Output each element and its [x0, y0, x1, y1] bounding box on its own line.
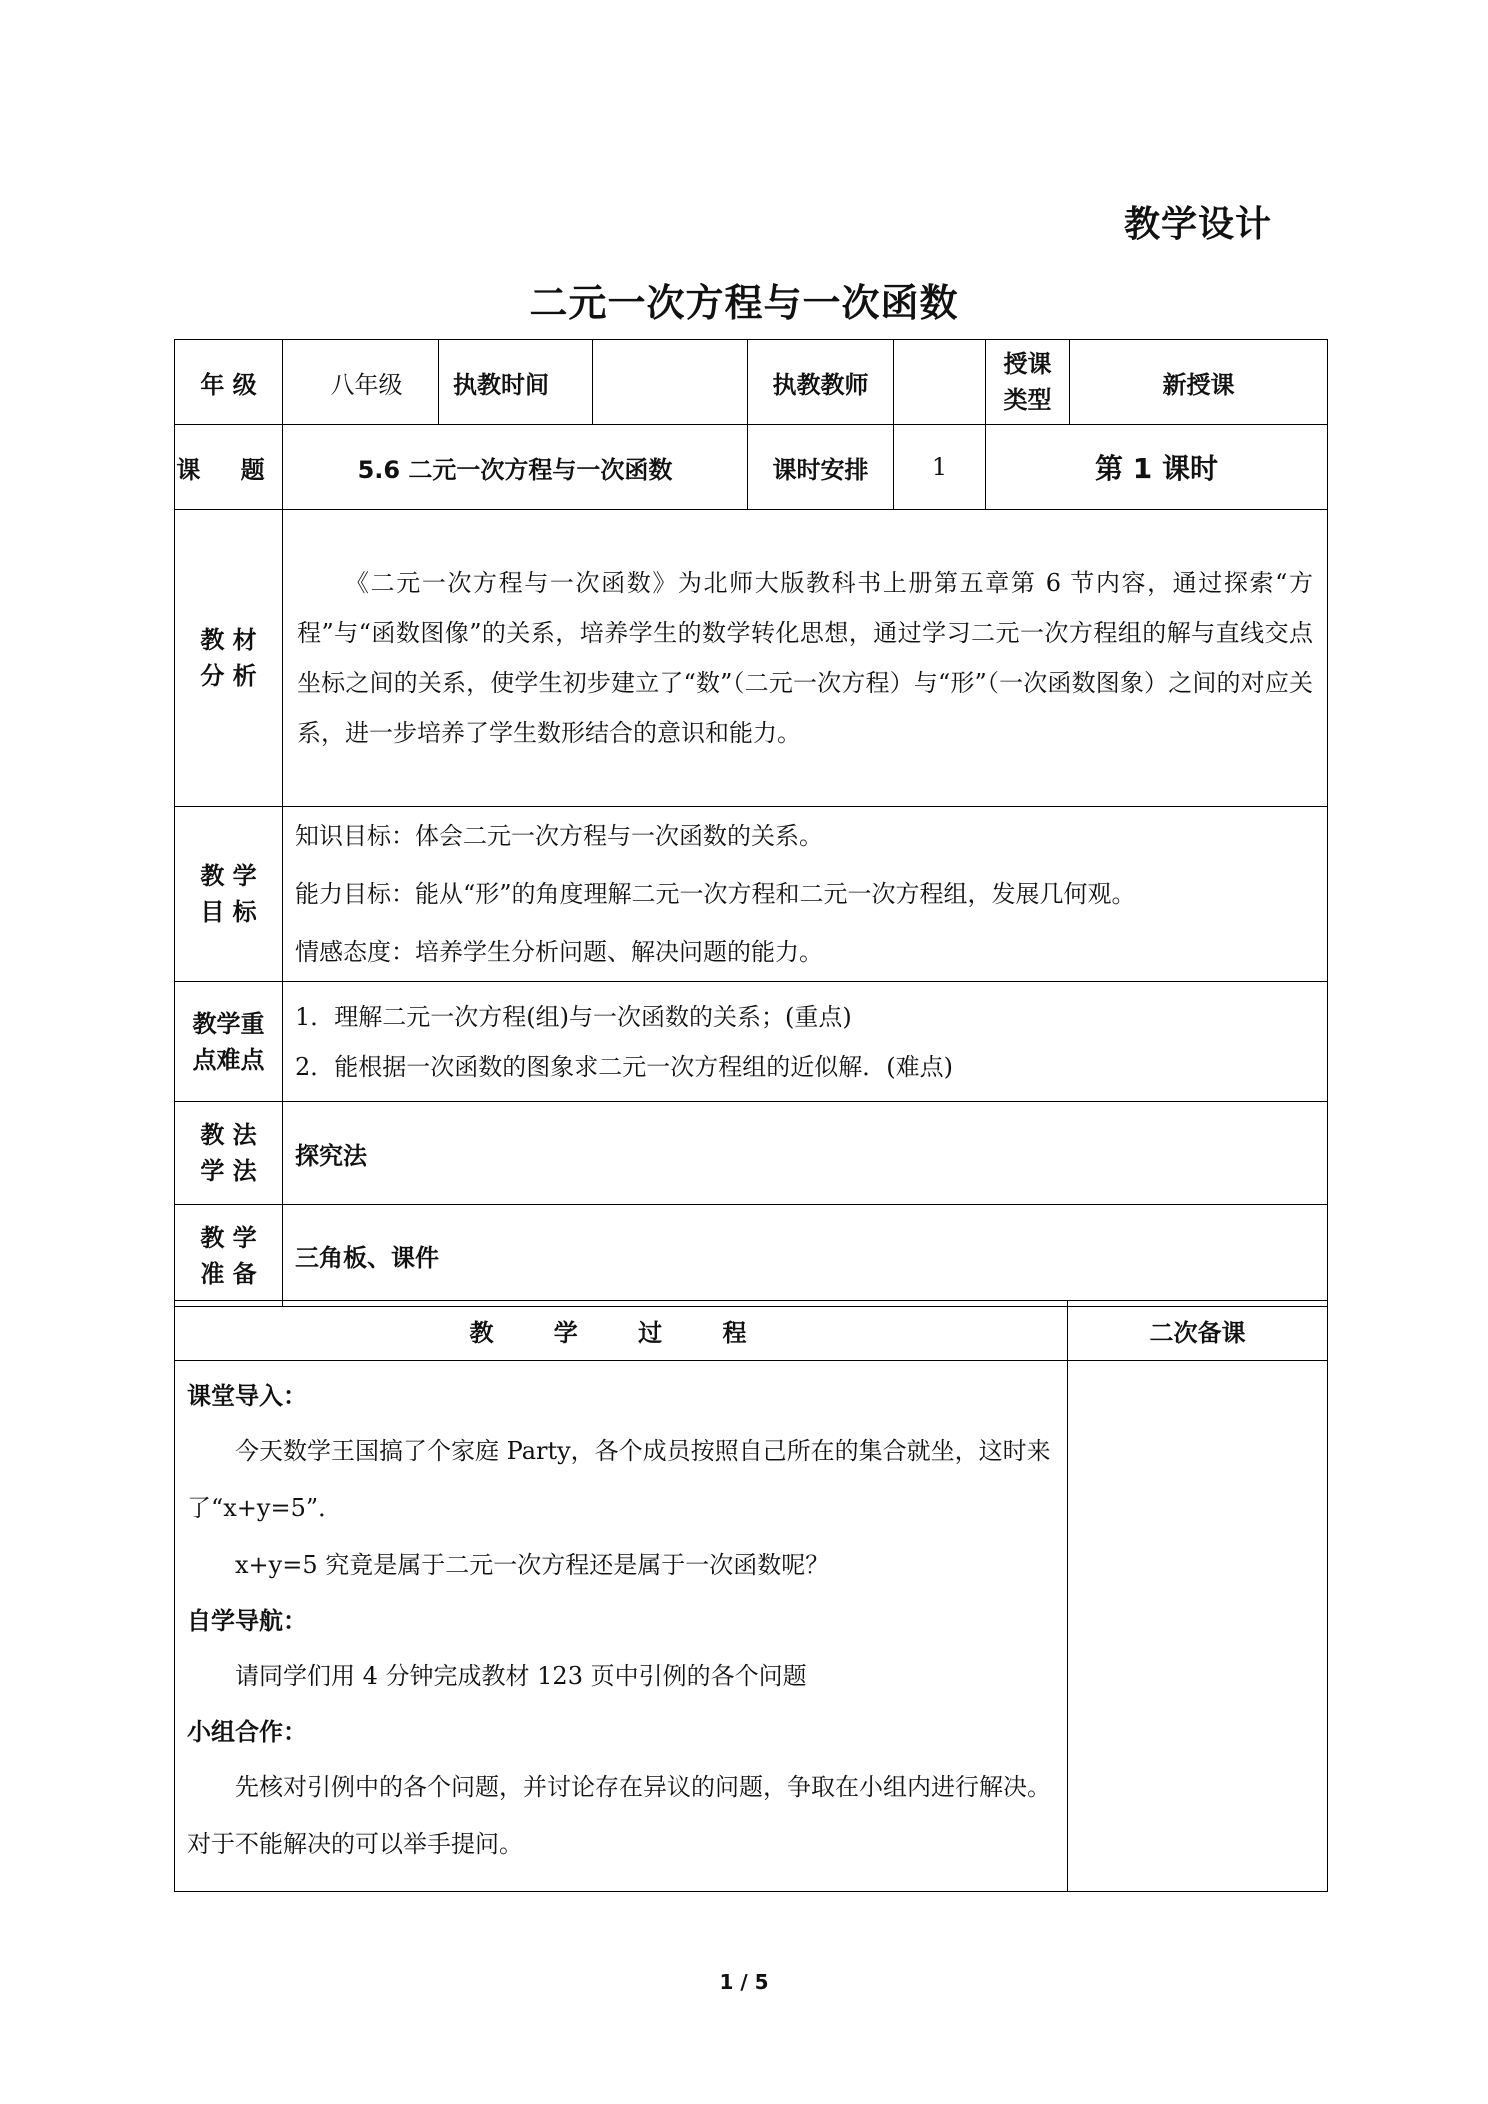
key-points-label-line2: 点难点: [192, 1045, 265, 1074]
intro-paragraph-2: x+y=5 究竟是属于二元一次方程还是属于一次函数呢？: [235, 1551, 830, 1579]
analysis-row: [175, 510, 1328, 807]
teacher-label: 执教教师: [748, 340, 894, 425]
schedule-label: 课时安排: [748, 425, 894, 510]
document-title: 二元一次方程与一次函数: [529, 281, 959, 325]
topic-value: 5.6 二元一次方程与一次函数: [283, 425, 748, 510]
side-notes-header: 二次备课: [1068, 1301, 1328, 1361]
analysis-label-line1: 教 材: [200, 626, 257, 654]
analysis-text-cell: [283, 510, 1328, 807]
methods-label: [175, 1102, 283, 1205]
process-content: [175, 1361, 1068, 1892]
goals-label-line2: 目 标: [200, 898, 257, 926]
process-body-row: [175, 1361, 1328, 1892]
grade-label: 年 级: [175, 340, 283, 425]
goal-ability: 能力目标：能从“形”的角度理解二元一次方程和二元一次方程组，发展几何观。: [295, 880, 1136, 908]
group-work-heading: 小组合作：: [187, 1718, 307, 1746]
preparation-label-line2: 准 备: [200, 1259, 257, 1288]
schedule-value: 1: [894, 425, 986, 510]
teacher-value: [894, 340, 986, 425]
period-value: 第 1 课时: [986, 425, 1328, 510]
key-points-label: [175, 982, 283, 1102]
goals-cell: [283, 807, 1328, 982]
analysis-text: 《二元一次方程与一次函数》为北师大版教科书上册第五章第 6 节内容，通过探索“方程”与“函数图像”的关系，培养学生的数学转化思想，通过学习二元一次方程组的解与直线交点坐标之间的关系，使学生初步建立了“数”（二元一次方程）与“形”（一次函数图象）之间的对应关系，进一步培养了学生数形结合的意识和能力。: [297, 569, 1313, 747]
lesson-type-label-line1: 授课: [1003, 350, 1052, 378]
methods-label-line2: 学 法: [200, 1157, 257, 1185]
key-point-2: 2．能根据一次函数的图象求二元一次方程组的近似解．(难点): [295, 1052, 953, 1081]
preparation-row: [175, 1205, 1328, 1307]
topic-label-text: 课 题: [176, 455, 281, 484]
group-work-paragraph: 先核对引例中的各个问题，并讨论存在异议的问题，争取在小组内进行解决。对于不能解决的可以举手提问。: [187, 1773, 1051, 1858]
lesson-type-label: [986, 340, 1070, 425]
side-notes-cell: [1068, 1361, 1328, 1892]
self-study-heading: 自学导航：: [187, 1607, 307, 1635]
info-row-1: [175, 340, 1328, 425]
lesson-type-label-line2: 类型: [1003, 386, 1052, 414]
preparation-value: 三角板、课件: [283, 1205, 1328, 1307]
process-header-text: 教 学 过 程: [469, 1319, 773, 1347]
preparation-label-line1: 教 学: [200, 1223, 257, 1252]
goal-attitude: 情感态度：培养学生分析问题、解决问题的能力。: [295, 938, 823, 966]
analysis-label-line2: 分 析: [200, 662, 257, 690]
key-points-row: [175, 982, 1328, 1102]
goals-label-line1: 教 学: [200, 862, 257, 890]
lesson-type-value: 新授课: [1070, 340, 1328, 425]
page-number: 1 / 5: [719, 1970, 769, 1994]
goals-label: [175, 807, 283, 982]
page-heading: 教学设计: [1123, 204, 1272, 245]
methods-row: [175, 1102, 1328, 1205]
self-study-paragraph: 请同学们用 4 分钟完成教材 123 页中引例的各个问题: [235, 1662, 807, 1690]
methods-value: 探究法: [283, 1102, 1328, 1205]
time-label: 执教时间: [439, 340, 593, 425]
intro-paragraph-1: 今天数学王国搞了个家庭 Party，各个成员按照自己所在的集合就坐，这时来了“x+y=5”．: [187, 1437, 1051, 1522]
process-header: [175, 1301, 1068, 1361]
key-point-1: 1．理解二元一次方程(组)与一次函数的关系；(重点): [295, 1002, 852, 1031]
goal-knowledge: 知识目标：体会二元一次方程与一次函数的关系。: [295, 822, 823, 850]
grade-value: 八年级: [283, 340, 439, 425]
topic-label: [175, 425, 283, 510]
goals-row: [175, 807, 1328, 982]
lesson-info-table: [174, 339, 1328, 1307]
methods-label-line1: 教 法: [200, 1121, 257, 1149]
time-value: [593, 340, 748, 425]
key-points-cell: [283, 982, 1328, 1102]
intro-heading: 课堂导入：: [187, 1382, 307, 1410]
key-points-label-line1: 教学重: [192, 1009, 265, 1038]
preparation-label: [175, 1205, 283, 1307]
info-row-2: [175, 425, 1328, 510]
process-table: [174, 1300, 1328, 1892]
analysis-label: [175, 510, 283, 807]
process-header-row: [175, 1301, 1328, 1361]
